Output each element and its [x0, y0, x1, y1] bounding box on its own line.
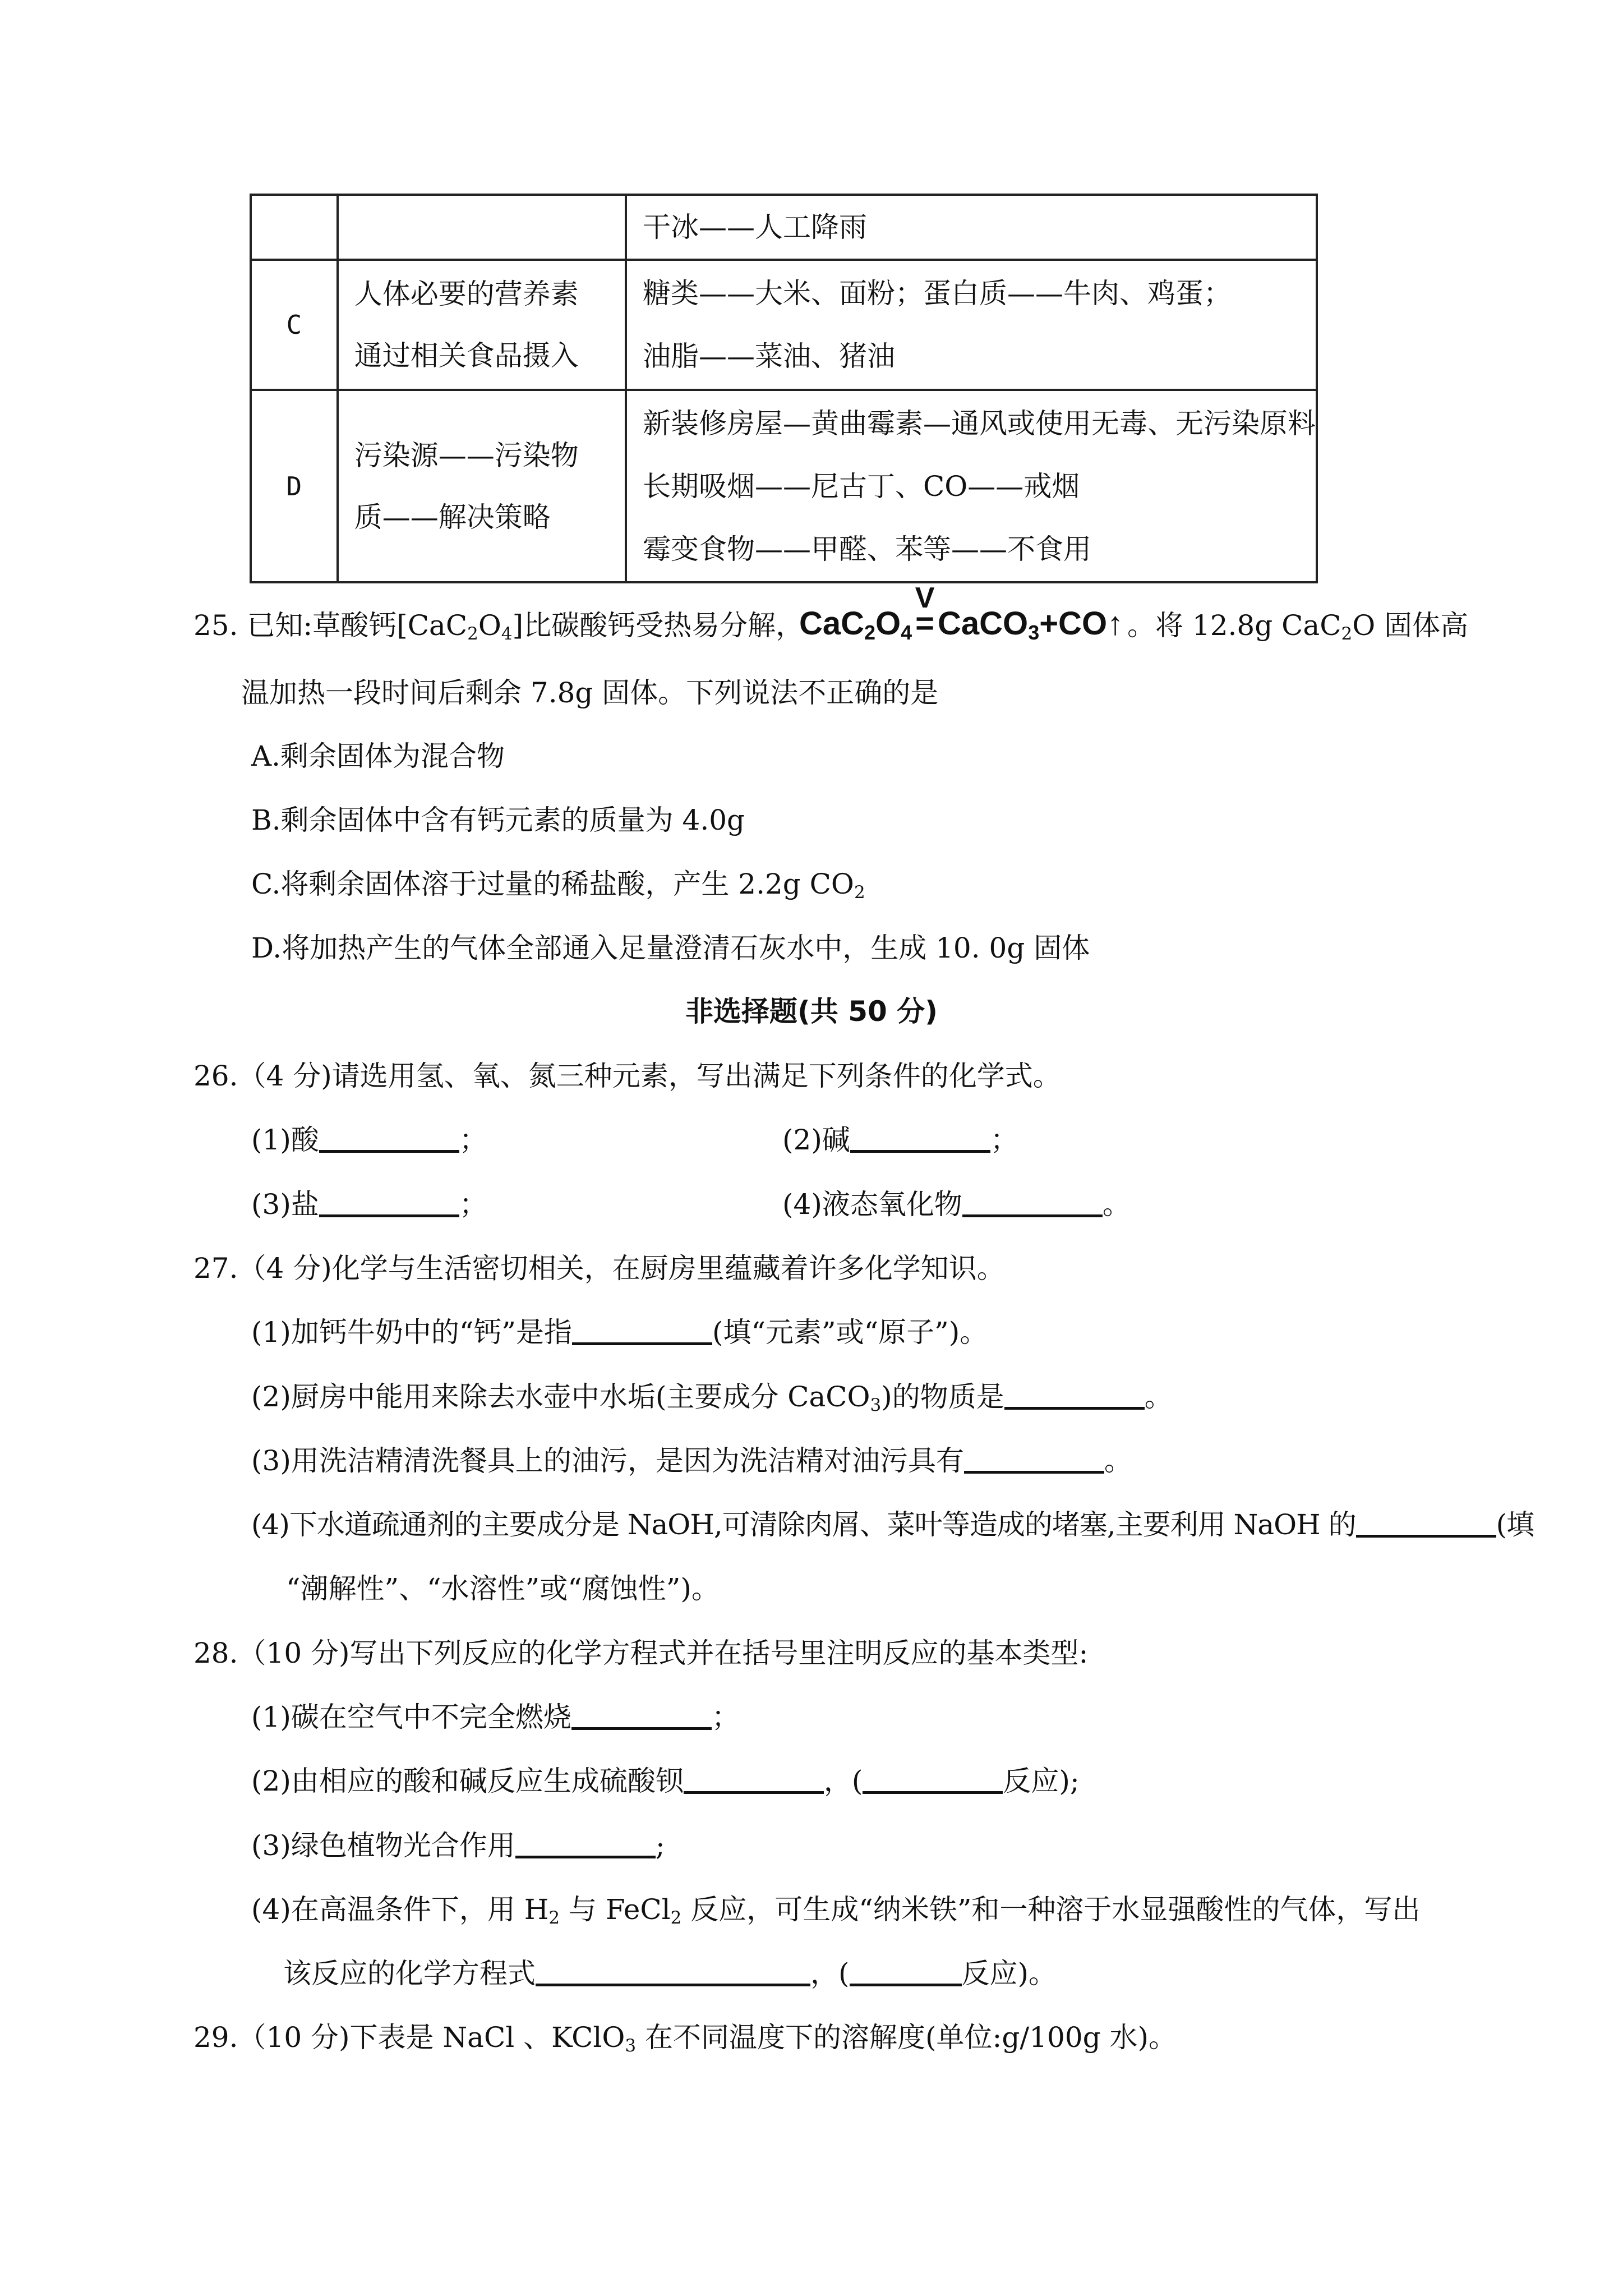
- q26-part1: [251, 1123, 487, 1157]
- table-row: [251, 260, 1317, 390]
- row-items: [626, 195, 1317, 260]
- item-line: 霉变食物——甲醛、苯等——不食用: [643, 532, 1091, 565]
- row-label: [251, 195, 338, 260]
- category-line: 通过相关食品摄入: [354, 339, 579, 372]
- part-text-mid: 与 FeCl: [560, 1893, 671, 1926]
- q25-option-d: D.将加热产生的气体全部通入足量澄清石灰水中，生成 10. 0g 固体: [251, 932, 1090, 964]
- q29-stem: [193, 2021, 1177, 2054]
- part-label: (1)酸: [251, 1124, 319, 1156]
- punct: ；: [459, 1188, 487, 1221]
- item-line: 糖类——大米、面粉；蛋白质——牛肉、鸡蛋；: [643, 277, 1232, 310]
- table-row: [251, 195, 1317, 260]
- row-category: [338, 260, 626, 390]
- part-text: (3)绿色植物光合作用: [251, 1829, 515, 1862]
- q26-stem: 26.（4 分)请选用氢、氧、氮三种元素，写出满足下列条件的化学式。: [193, 1060, 1061, 1092]
- part-text-end: 反应)。: [961, 1957, 1057, 1990]
- answer-blank[interactable]: [1004, 1381, 1145, 1410]
- answer-blank[interactable]: [964, 1445, 1104, 1474]
- part-text-end: ；: [711, 1701, 740, 1733]
- part-text-end: 反应，可生成“纳米铁”和一种溶于水显强酸性的气体，写出: [681, 1893, 1421, 1926]
- punct: ；: [990, 1124, 1018, 1156]
- item-line: 油脂——菜油、猪油: [643, 340, 895, 372]
- part-text: (2)由相应的酸和碱反应生成硫酸钡: [251, 1765, 684, 1797]
- sub: 3: [1028, 620, 1040, 644]
- punct: ；: [459, 1124, 487, 1156]
- sub: 2: [548, 1907, 560, 1928]
- q27-part1: [251, 1315, 988, 1349]
- eq-condition-sign: V =: [912, 605, 938, 642]
- row-label: C: [251, 260, 338, 390]
- part-text-mid: ，(: [823, 1765, 863, 1797]
- answer-blank[interactable]: [572, 1317, 712, 1345]
- row-items: [626, 390, 1317, 582]
- q25-after: 。将 12.8g CaC: [1127, 609, 1341, 642]
- q25-lead-mid: O: [478, 609, 501, 642]
- part-text-mid: ，(: [810, 1957, 850, 1990]
- sub: 2: [854, 882, 865, 903]
- sub: 3: [625, 2035, 637, 2056]
- eq-reactant-mid: O: [875, 605, 901, 642]
- answer-blank[interactable]: [319, 1189, 459, 1217]
- q27-part4: [251, 1508, 1534, 1542]
- part-text-end: 。: [1144, 1381, 1173, 1413]
- q25-after-end: O 固体高: [1352, 609, 1469, 642]
- q28-part4-line2: [283, 1957, 1057, 1990]
- part-text-end: ;: [655, 1829, 665, 1862]
- q28-part3: [251, 1829, 665, 1862]
- q27-part2: [251, 1380, 1173, 1414]
- q29-text: 29.（10 分)下表是 NaCl 、KClO: [193, 2021, 625, 2054]
- row-label: D: [251, 390, 338, 582]
- category-line: 质——解决策略: [354, 500, 551, 533]
- sub: 2: [467, 623, 478, 644]
- part-text: (4)下水道疏通剂的主要成分是 NaOH,可清除肉屑、菜叶等造成的堵塞,主要利用 NaOH 的: [251, 1508, 1356, 1541]
- classification-table: [250, 194, 1318, 583]
- part-label: (3)盐: [251, 1188, 319, 1221]
- row-category: [338, 390, 626, 582]
- answer-blank[interactable]: [515, 1830, 656, 1858]
- part-text: (4)在高温条件下，用 H: [251, 1893, 549, 1926]
- q29-text-end: 在不同温度下的溶解度(单位:g/100g 水)。: [636, 2021, 1177, 2054]
- q25-stem-line1-end: [1127, 609, 1468, 642]
- q27-part3: [251, 1444, 1132, 1478]
- part-text: (3)用洗洁精清洗餐具上的油污，是因为洗洁精对油污具有: [251, 1444, 964, 1477]
- eq-condition: V: [915, 582, 935, 614]
- q28-part1: [251, 1700, 740, 1734]
- q26-part3: [251, 1188, 487, 1221]
- answer-blank[interactable]: [962, 1189, 1103, 1217]
- row-items: [626, 260, 1317, 390]
- q27-stem: 27.（4 分)化学与生活密切相关，在厨房里蕴藏着许多化学知识。: [193, 1252, 1005, 1285]
- part-label: (4)液态氧化物: [782, 1188, 962, 1221]
- q28-part4: [251, 1893, 1420, 1926]
- item-line: 长期吸烟——尼古丁、CO——戒烟: [643, 470, 1080, 503]
- part-text: (1)加钙牛奶中的“钙”是指: [251, 1316, 572, 1349]
- answer-blank[interactable]: [850, 1124, 990, 1153]
- table-row: [251, 390, 1317, 582]
- section-title: 非选择题(共 50 分): [685, 995, 938, 1028]
- q28-part2: [251, 1764, 1080, 1798]
- q25-option-c: [251, 867, 865, 901]
- q27-part4-line2: “潮解性”、“水溶性”或“腐蚀性”)。: [286, 1572, 720, 1605]
- answer-blank[interactable]: [1356, 1509, 1496, 1538]
- eq-product2: +CO↑: [1039, 605, 1124, 642]
- q26-part4: [782, 1188, 1131, 1221]
- answer-blank[interactable]: [571, 1701, 712, 1730]
- q25-stem-line2: 温加热一段时间后剩余 7.8g 固体。下列说法不正确的是: [241, 677, 939, 709]
- row-category: [338, 195, 626, 260]
- q25-option-b: B.剩余固体中含有钙元素的质量为 4.0g: [251, 804, 745, 836]
- category-line: 污染源——污染物: [354, 439, 579, 472]
- part-text-end: 。: [1104, 1444, 1132, 1477]
- sub: 4: [901, 620, 912, 644]
- sub: 3: [870, 1395, 882, 1415]
- eq-product: CaCO: [938, 605, 1029, 642]
- decomposition-equation: [799, 582, 1124, 644]
- answer-blank[interactable]: [850, 1958, 962, 1986]
- punct: 。: [1102, 1188, 1131, 1221]
- q25-stem-line1: [193, 609, 804, 642]
- sub: 2: [1341, 623, 1353, 644]
- answer-blank[interactable]: [536, 1958, 810, 1986]
- part-text-end: (填: [1496, 1508, 1534, 1541]
- item-line: 新装修房屋—黄曲霉素—通风或使用无毒、无污染原料: [643, 407, 1316, 440]
- q26-part2: [782, 1123, 1018, 1157]
- answer-blank[interactable]: [684, 1765, 824, 1794]
- part-text: (2)厨房中能用来除去水壶中水垢(主要成分 CaCO: [251, 1381, 870, 1413]
- part-text: (1)碳在空气中不完全燃烧: [251, 1701, 571, 1733]
- q28-stem: 28.（10 分)写出下列反应的化学方程式并在括号里注明反应的基本类型:: [193, 1637, 1089, 1669]
- eq-reactant: CaC: [799, 605, 865, 642]
- option-c-text: C.将剩余固体溶于过量的稀盐酸，产生 2.2g CO: [251, 868, 854, 900]
- answer-blank[interactable]: [319, 1124, 459, 1153]
- sub: 2: [864, 620, 876, 644]
- answer-blank[interactable]: [863, 1765, 1003, 1794]
- part-text-mid: )的物质是: [881, 1381, 1004, 1413]
- part-text-end: 反应);: [1003, 1765, 1080, 1797]
- item-line: 干冰——人工降雨: [643, 211, 867, 243]
- part-text-end: (填“元素”或“原子”)。: [712, 1316, 988, 1349]
- category-line: 人体必要的营养素: [354, 278, 579, 310]
- sub: 2: [670, 1907, 682, 1928]
- part-label: (2)碱: [782, 1124, 850, 1156]
- q25-option-a: A.剩余固体为混合物: [251, 740, 505, 772]
- part-text: 该反应的化学方程式: [283, 1957, 536, 1990]
- q25-lead-end: ]比碳酸钙受热易分解，: [512, 609, 804, 642]
- q25-lead: 25. 已知:草酸钙[CaC: [193, 609, 468, 642]
- sub: 4: [501, 623, 513, 644]
